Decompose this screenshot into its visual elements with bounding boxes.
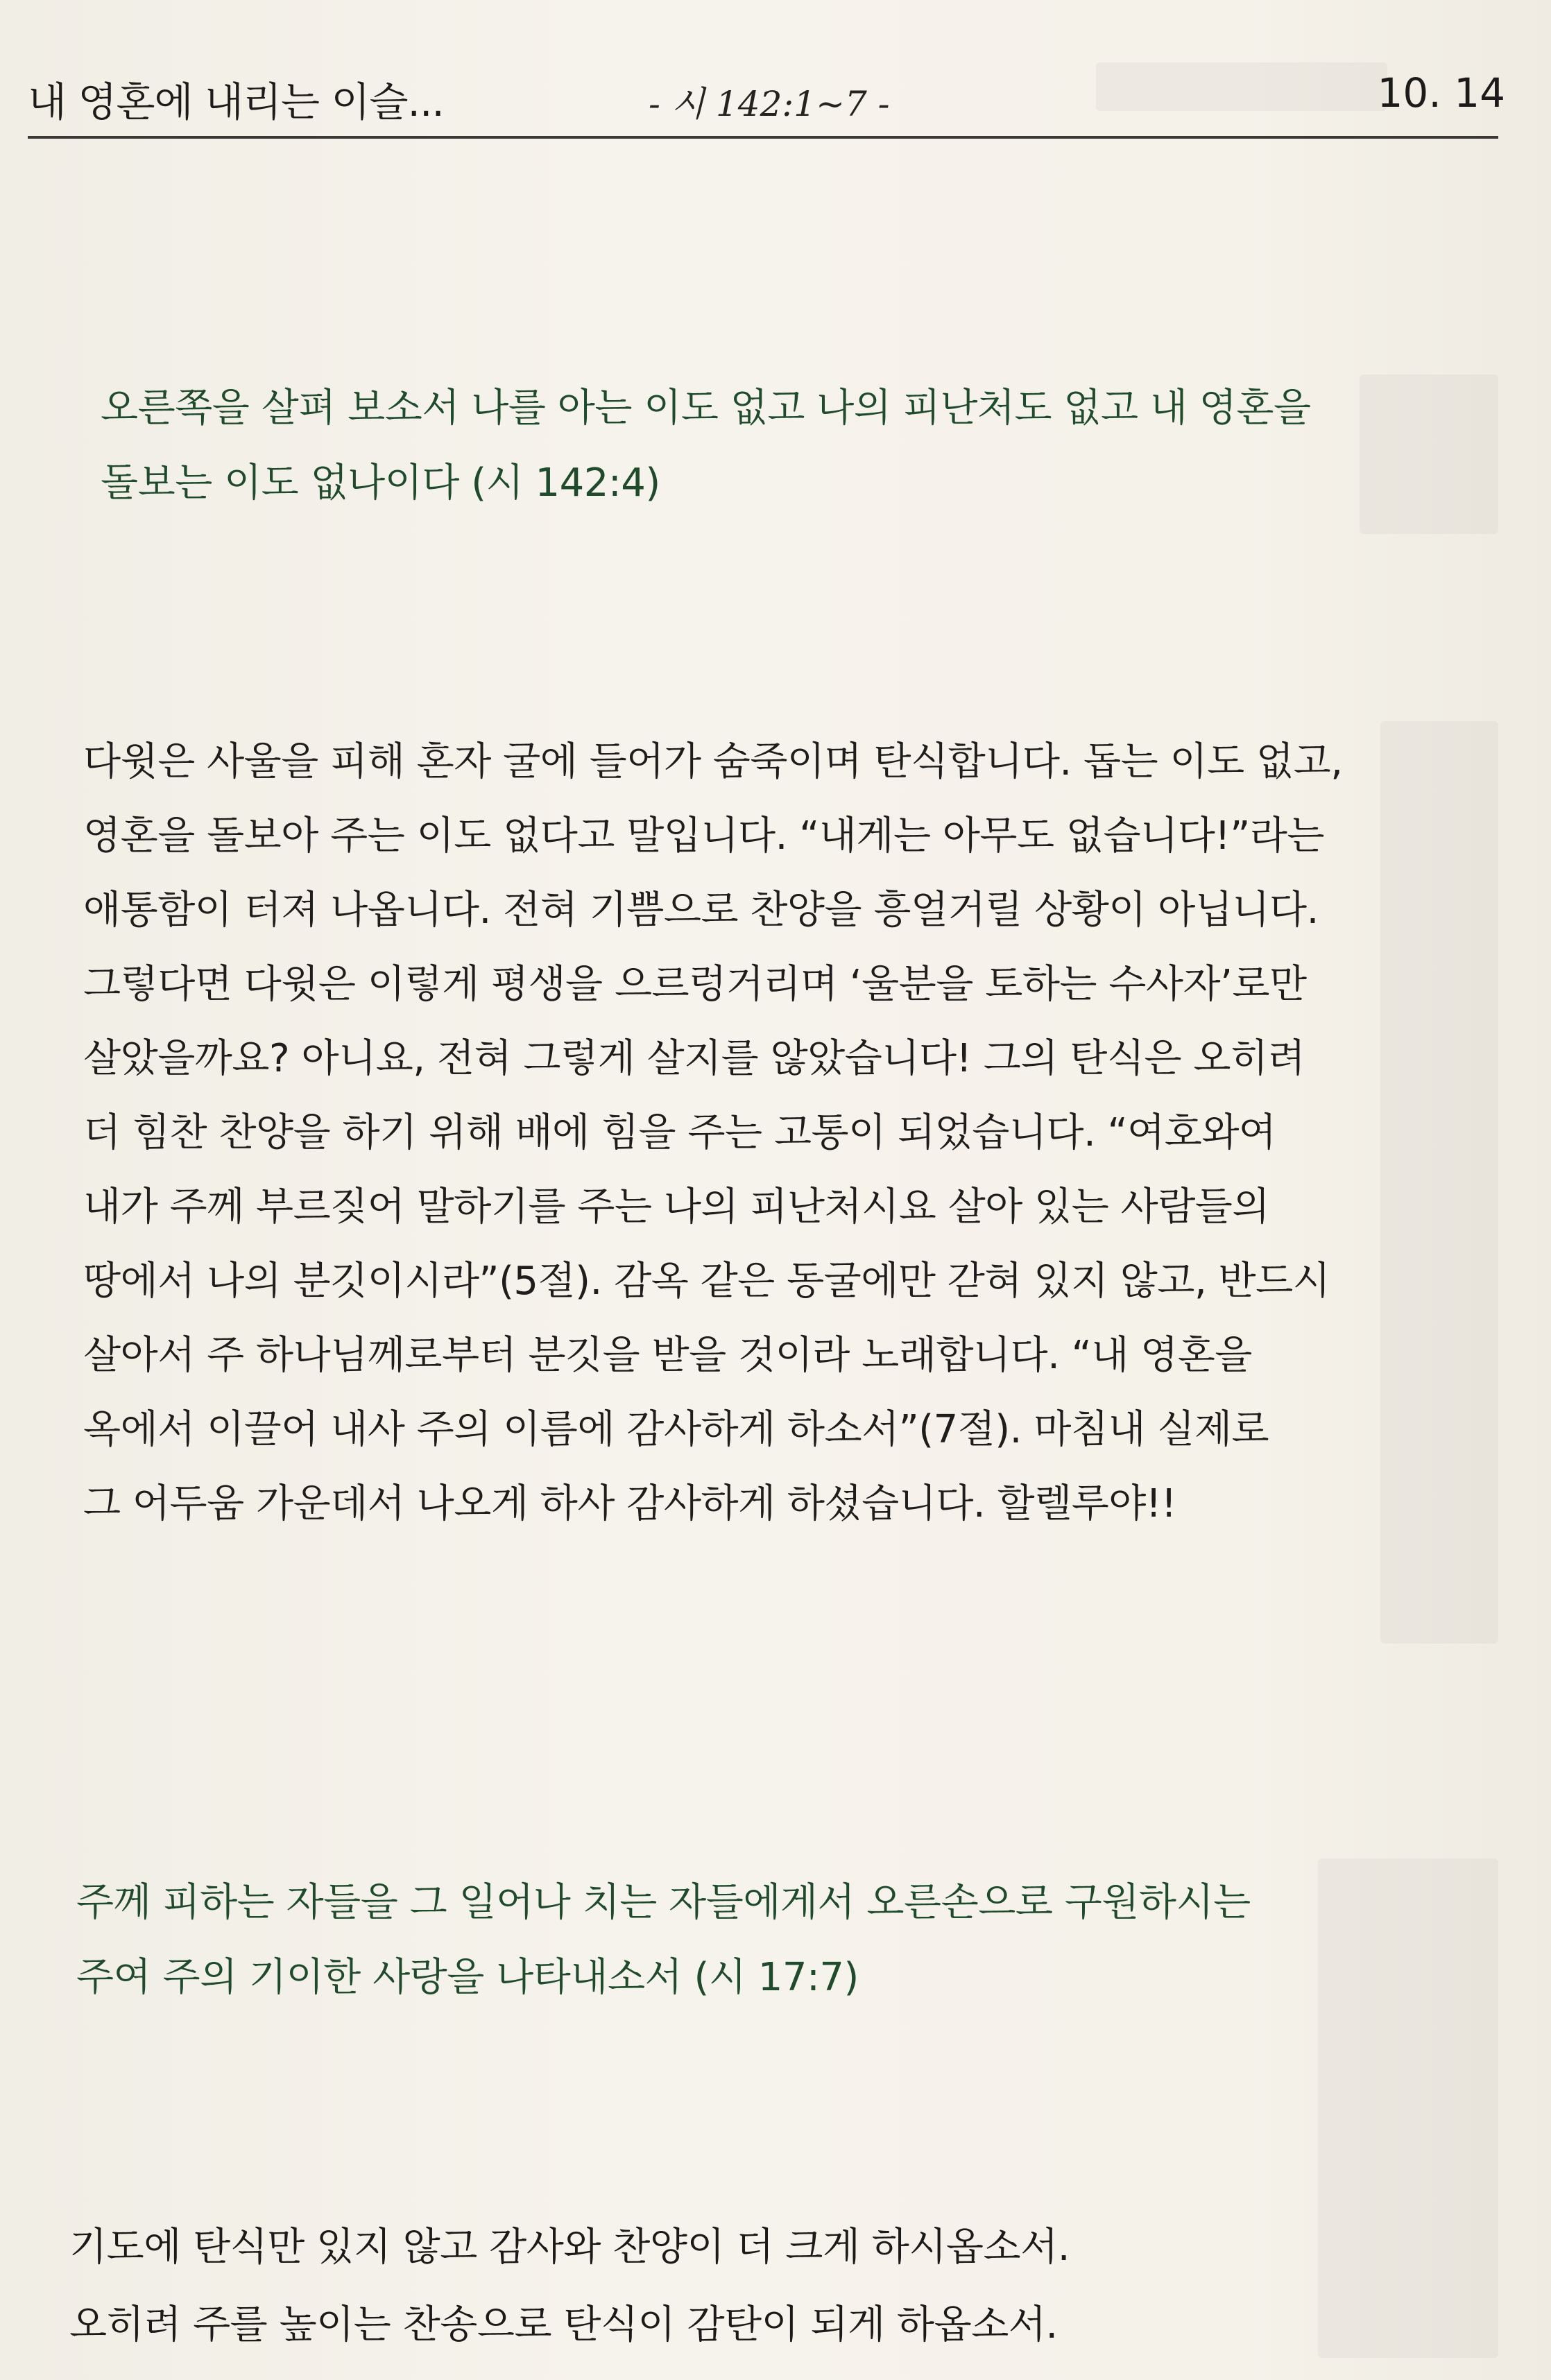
body-line: 애통함이 터져 나옵니다. 전혀 기쁨으로 찬양을 흥얼거릴 상황이 아닙니다. — [83, 888, 1319, 933]
body-line: 내가 주께 부르짖어 말하기를 주는 나의 피난처시요 살아 있는 사람들의 — [83, 1184, 1269, 1230]
prayer-line: 오히려 주를 높이는 찬송으로 탄식이 감탄이 되게 하옵소서. — [69, 2302, 1058, 2347]
page-header — [28, 62, 1505, 139]
book-title: 내 영혼에 내리는 이슬... — [28, 78, 444, 126]
body-line: 살아서 주 하나님께로부터 분깃을 받을 것이라 노래합니다. “내 영혼을 — [83, 1333, 1252, 1378]
closing-verse — [76, 1865, 1408, 2015]
body-line: 땅에서 나의 분깃이시라”(5절). 감옥 같은 동굴에만 갇혀 있지 않고, 반드시 — [83, 1259, 1330, 1304]
verse-line: 주여 주의 기이한 사랑을 나타내소서 (시 17:7) — [76, 1955, 859, 2000]
opening-verse — [101, 371, 1419, 521]
body-line: 살았을까요? 아니요, 전혀 그렇게 살지를 않았습니다! 그의 탄식은 오히려 — [83, 1036, 1305, 1081]
body-line: 옥에서 이끌어 내사 주의 이름에 감사하게 하소서”(7절). 마침내 실제로 — [83, 1407, 1269, 1452]
prayer-line: 기도에 탄식만 있지 않고 감사와 찬양이 더 크게 하시옵소서. — [69, 2225, 1070, 2270]
body-line: 더 힘찬 찬양을 하기 위해 배에 힘을 주는 고통이 되었습니다. “여호와여 — [83, 1110, 1276, 1155]
body-line: 그 어두움 가운데서 나오게 하사 감사하게 하셨습니다. 할렐루야!! — [83, 1481, 1176, 1526]
header-divider — [28, 136, 1498, 139]
verse-line: 오른쪽을 살펴 보소서 나를 아는 이도 없고 나의 피난처도 없고 내 영혼을 — [101, 386, 1311, 431]
page-date: 10. 14 — [1377, 69, 1505, 117]
devotional-body — [83, 725, 1415, 1541]
scripture-reference: - 시 142:1~7 - — [649, 84, 890, 124]
body-line: 그렇다면 다윗은 이렇게 평생을 으르렁거리며 ‘울분을 토하는 수사자’로만 — [83, 962, 1307, 1007]
body-line: 다윗은 사울을 피해 혼자 굴에 들어가 숨죽이며 탄식합니다. 돕는 이도 없고, — [83, 739, 1343, 784]
verse-line: 주께 피하는 자들을 그 일어나 치는 자들에게서 오른손으로 구원하시는 — [76, 1880, 1251, 1925]
verse-line: 돌보는 이도 없나이다 (시 142:4) — [101, 460, 660, 506]
closing-prayer — [69, 2209, 1387, 2364]
body-line: 영혼을 돌보아 주는 이도 없다고 말입니다. “내게는 아무도 없습니다!”라는 — [83, 813, 1324, 859]
